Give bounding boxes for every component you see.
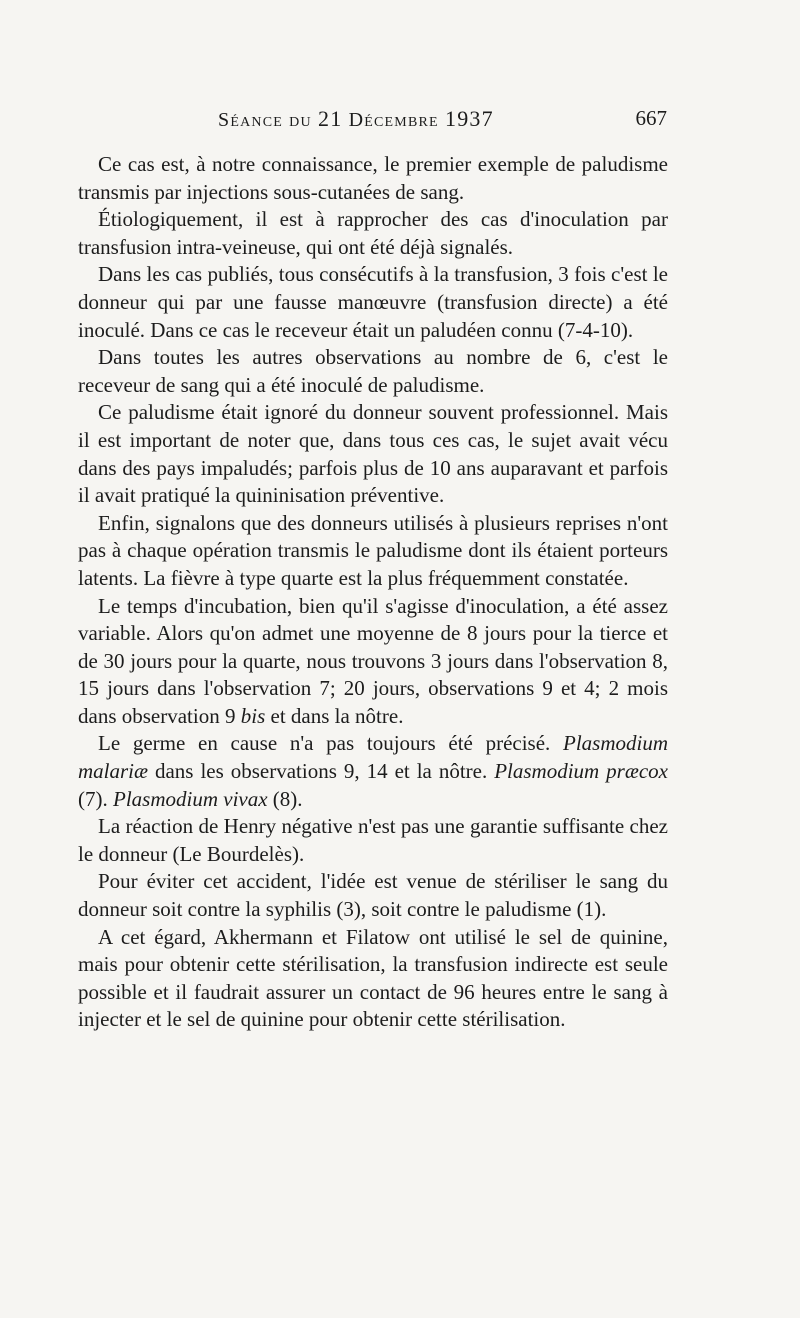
- paragraph: [78, 399, 668, 509]
- title-year: 1937: [445, 106, 494, 131]
- text-run: Enfin, signalons que des donneurs utilisés à plusieurs reprises n'ont pas à chaque opération transmis le paludisme dont ils étaient porteurs latents. La fièvre à type quarte est la plus fréquemment constatée.: [78, 510, 668, 590]
- paragraph: [78, 510, 668, 593]
- running-title: [218, 106, 494, 132]
- text-run: et dans la nôtre.: [265, 703, 404, 728]
- text-run: dans les observations 9, 14 et la nôtre.: [148, 759, 495, 784]
- text-run: Pour éviter cet accident, l'idée est venue de stériliser le sang du donneur soit contre la syphilis (3), soit contre le paludisme (1).: [78, 869, 668, 922]
- title-day: 21: [318, 106, 343, 131]
- paragraph: [78, 206, 668, 261]
- paragraph: [78, 813, 668, 868]
- title-prefix: Séance du: [218, 109, 312, 131]
- body-text: [78, 151, 668, 1034]
- italic-run: Plasmodium malariæ: [78, 731, 668, 784]
- paragraph: [78, 730, 668, 813]
- italic-run: Plasmodium vivax: [113, 786, 268, 811]
- text-run: (8).: [267, 786, 303, 811]
- text-run: Ce cas est, à notre connaissance, le premier exemple de paludisme transmis par injections sous-cutanées de sang.: [78, 152, 668, 204]
- text-run: Dans les cas publiés, tous consécutifs à la transfusion, 3 fois c'est le donneur qui par une fausse manœuvre (transfusion directe) a été inoculé. Dans ce cas le receveur était un paludéen connu (7-4-10).: [78, 262, 668, 342]
- paragraph: [78, 924, 668, 1034]
- paragraph: [78, 344, 668, 399]
- text-run: La réaction de Henry négative n'est pas une garantie suffisante chez le donneur (Le Bourdelès).: [78, 814, 668, 866]
- paragraph: [78, 261, 668, 344]
- italic-run: bis: [240, 703, 266, 728]
- text-run: Le germe en cause n'a pas toujours été précisé.: [98, 731, 563, 756]
- paragraph: [78, 151, 668, 206]
- text-run: (7).: [78, 786, 113, 811]
- text-run: Ce paludisme était ignoré du donneur souvent professionnel. Mais il est important de noter que, dans tous ces cas, le sujet avait vécu dans des pays impaludés; parfois plus de 10 ans auparavant et parfois il avait pratiqué la quininisation préventive.: [78, 400, 668, 508]
- title-month: Décembre: [348, 109, 439, 131]
- italic-run: Plasmodium præcox: [494, 759, 668, 784]
- paragraph: [78, 593, 668, 731]
- text-run: Le temps d'incubation, bien qu'il s'agisse d'inoculation, a été assez variable. Alors qu'on admet une moyenne de 8 jours pour la tierce et de 30 jours pour la quarte, nous trouvons 3 jours dans l'observation 8, 15 jours dans l'observation 7; 20 jours, observations 9 et 4; 2 mois dans observation 9: [78, 593, 668, 728]
- page-number: 667: [635, 106, 667, 130]
- running-header: [0, 106, 800, 138]
- text-run: Dans toutes les autres observations au nombre de 6, c'est le receveur de sang qui a été inoculé de paludisme.: [78, 345, 668, 397]
- text-run: Étiologiquement, il est à rapprocher des cas d'inoculation par transfusion intra-veineuse, qui ont été déjà signalés.: [78, 207, 668, 259]
- text-run: A cet égard, Akhermann et Filatow ont utilisé le sel de quinine, mais pour obtenir cette stérilisation, la transfusion indirecte est seule possible et il faudrait assurer un contact de 96 heures entre le sang à injecter et le sel de quinine pour obtenir cette stérilisation.: [78, 924, 668, 1032]
- paragraph: [78, 868, 668, 923]
